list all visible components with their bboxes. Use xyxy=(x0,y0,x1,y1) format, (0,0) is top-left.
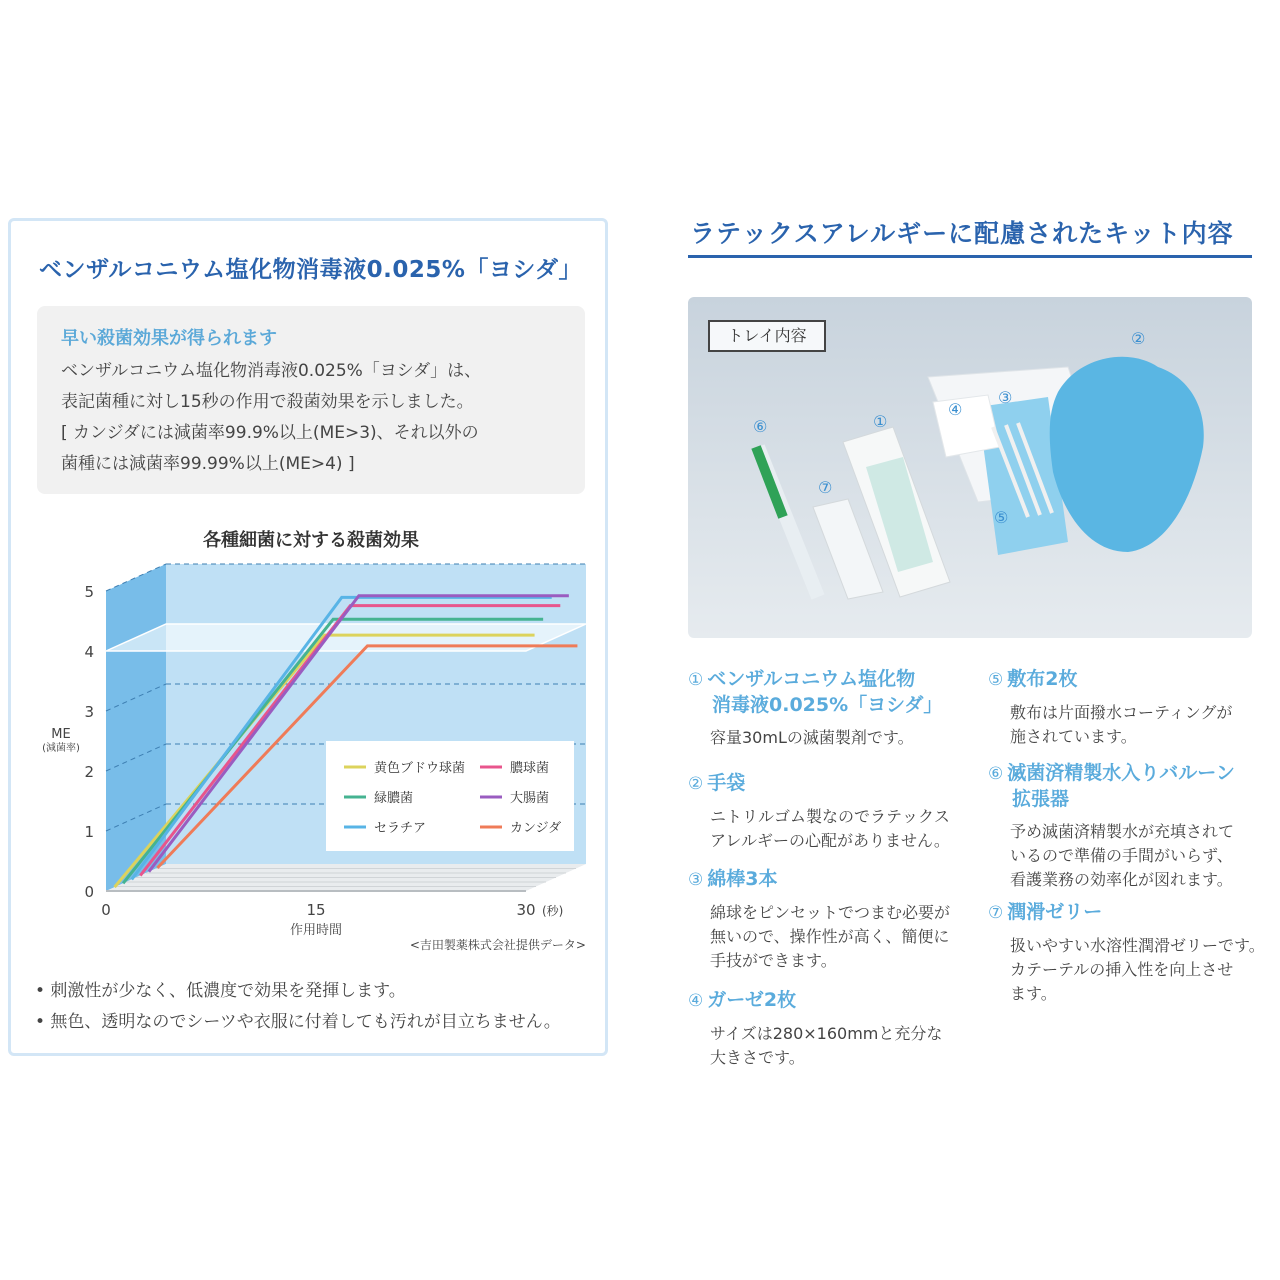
item-number: ⑥ xyxy=(988,764,1004,784)
item-desc: 予め滅菌済精製水が充填されて xyxy=(1010,822,1235,841)
y-tick-label: 3 xyxy=(84,703,94,721)
legend-label: 大腸菌 xyxy=(510,791,550,806)
item-desc: ニトリルゴム製なのでラテックス xyxy=(710,807,950,826)
x-unit-label: (秒) xyxy=(542,904,564,918)
item-number: ⑦ xyxy=(988,903,1004,923)
info-line: ベンザルコニウム塩化物消毒液0.025%「ヨシダ」は、 xyxy=(61,361,482,381)
item-number: ⑤ xyxy=(988,670,1004,690)
item-number: ① xyxy=(688,670,704,690)
item-desc: いるので準備の手間がいらず、 xyxy=(1010,846,1233,865)
photo-marker-5: ⑤ xyxy=(994,508,1009,527)
x-tick-label: 0 xyxy=(101,901,111,919)
item-desc: ます。 xyxy=(1010,984,1057,1003)
photo-marker-3: ③ xyxy=(998,388,1013,407)
photo-marker-7: ⑦ xyxy=(818,478,833,497)
panel-title: ベンザルコニウム塩化物消毒液0.025%「ヨシダ」 xyxy=(39,257,582,283)
x-tick-label: 30 xyxy=(516,901,536,919)
item-desc: カテーテルの挿入性を向上させ xyxy=(1010,960,1234,979)
item-desc: 無いので、操作性が高く、簡便に xyxy=(710,927,950,946)
item-desc: 施されています。 xyxy=(1010,727,1137,746)
item-title: 消毒液0.025%「ヨシダ」 xyxy=(712,694,943,716)
bullet-item: • 無色、透明なのでシーツや衣服に付着しても汚れが目立ちません。 xyxy=(35,1012,561,1032)
legend-label: カンジダ xyxy=(510,821,562,836)
photo-marker-2: ② xyxy=(1131,329,1146,348)
info-heading: 早い殺菌効果が得られます xyxy=(61,328,277,349)
y-tick-label: 4 xyxy=(84,643,94,661)
photo-marker-6: ⑥ xyxy=(753,417,768,436)
bactericidal-chart xyxy=(11,221,605,961)
item-title: 綿棒3本 xyxy=(707,868,778,890)
info-line: [ カンジダには減菌率99.9%以上(ME>3)、それ以外の xyxy=(61,423,479,443)
item-desc: アレルギーの心配がありません。 xyxy=(710,831,950,850)
y-axis-subtitle: (減菌率) xyxy=(42,743,80,754)
item-desc: 手技ができます。 xyxy=(710,951,837,970)
item-number: ④ xyxy=(688,991,704,1011)
legend-label: 黄色ブドウ球菌 xyxy=(374,761,466,776)
feature-bullets xyxy=(35,976,561,1038)
chart-legend xyxy=(326,741,574,851)
y-tick-label: 2 xyxy=(84,763,94,781)
item-title: 敷布2枚 xyxy=(1007,668,1078,690)
kit-item-6 xyxy=(988,761,1235,892)
photo-marker-1: ① xyxy=(873,412,888,431)
disinfectant-panel xyxy=(8,218,608,1056)
chart-title: 各種細菌に対する殺菌効果 xyxy=(203,530,419,551)
item-number: ③ xyxy=(688,870,704,890)
item-title: ベンザルコニウム塩化物 xyxy=(707,668,916,690)
kit-item-3 xyxy=(688,867,950,973)
item-number: ② xyxy=(688,774,704,794)
y-tick-label: 0 xyxy=(84,883,94,901)
item-desc: 敷布は片面撥水コーティングが xyxy=(1010,703,1233,722)
item-desc: 綿球をピンセットでつまむ必要が xyxy=(710,903,951,922)
kit-item-7 xyxy=(988,900,1265,1006)
source-note: <吉田製薬株式会社提供データ> xyxy=(409,938,586,952)
y-tick-label: 1 xyxy=(84,823,94,841)
bullet-item: • 刺激性が少なく、低濃度で効果を発揮します。 xyxy=(35,981,406,1001)
item-title: ガーゼ2枚 xyxy=(707,989,797,1011)
kit-item-2 xyxy=(688,771,950,853)
item-desc: サイズは280×160mmと充分な xyxy=(710,1024,943,1043)
tray-contents-label: トレイ内容 xyxy=(708,320,826,352)
info-line: 表記菌種に対し15秒の作用で殺菌効果を示しました。 xyxy=(61,392,474,412)
y-axis-title: ME xyxy=(51,727,71,742)
photo-marker-4: ④ xyxy=(948,400,963,419)
x-axis-title: 作用時間 xyxy=(289,923,343,938)
item-desc: 大きさです。 xyxy=(710,1048,805,1067)
item-title: 滅菌済精製水入りバルーン xyxy=(1007,762,1235,784)
x-tick-label: 15 xyxy=(306,901,326,919)
item-desc: 看護業務の効率化が図れます。 xyxy=(1010,870,1233,889)
info-line: 菌種には減菌率99.99%以上(ME>4) ] xyxy=(61,454,355,474)
kit-item-1 xyxy=(688,667,942,750)
kit-title: ラテックスアレルギーに配慮されたキット内容 xyxy=(690,219,1234,248)
item-title: 潤滑ゼリー xyxy=(1007,901,1103,923)
legend-label: 緑膿菌 xyxy=(374,791,414,806)
item-desc: 扱いやすい水溶性潤滑ゼリーです。 xyxy=(1010,936,1265,955)
item-title: 手袋 xyxy=(707,772,746,794)
legend-label: 膿球菌 xyxy=(510,761,550,776)
item-title: 拡張器 xyxy=(1012,788,1070,810)
item-desc: 容量30mLの滅菌製剤です。 xyxy=(710,728,914,747)
kit-item-4 xyxy=(688,988,942,1070)
title-underline xyxy=(688,255,1252,258)
y-tick-label: 5 xyxy=(84,583,94,601)
kit-item-5 xyxy=(988,667,1232,749)
legend-label: セラチア xyxy=(374,821,427,836)
